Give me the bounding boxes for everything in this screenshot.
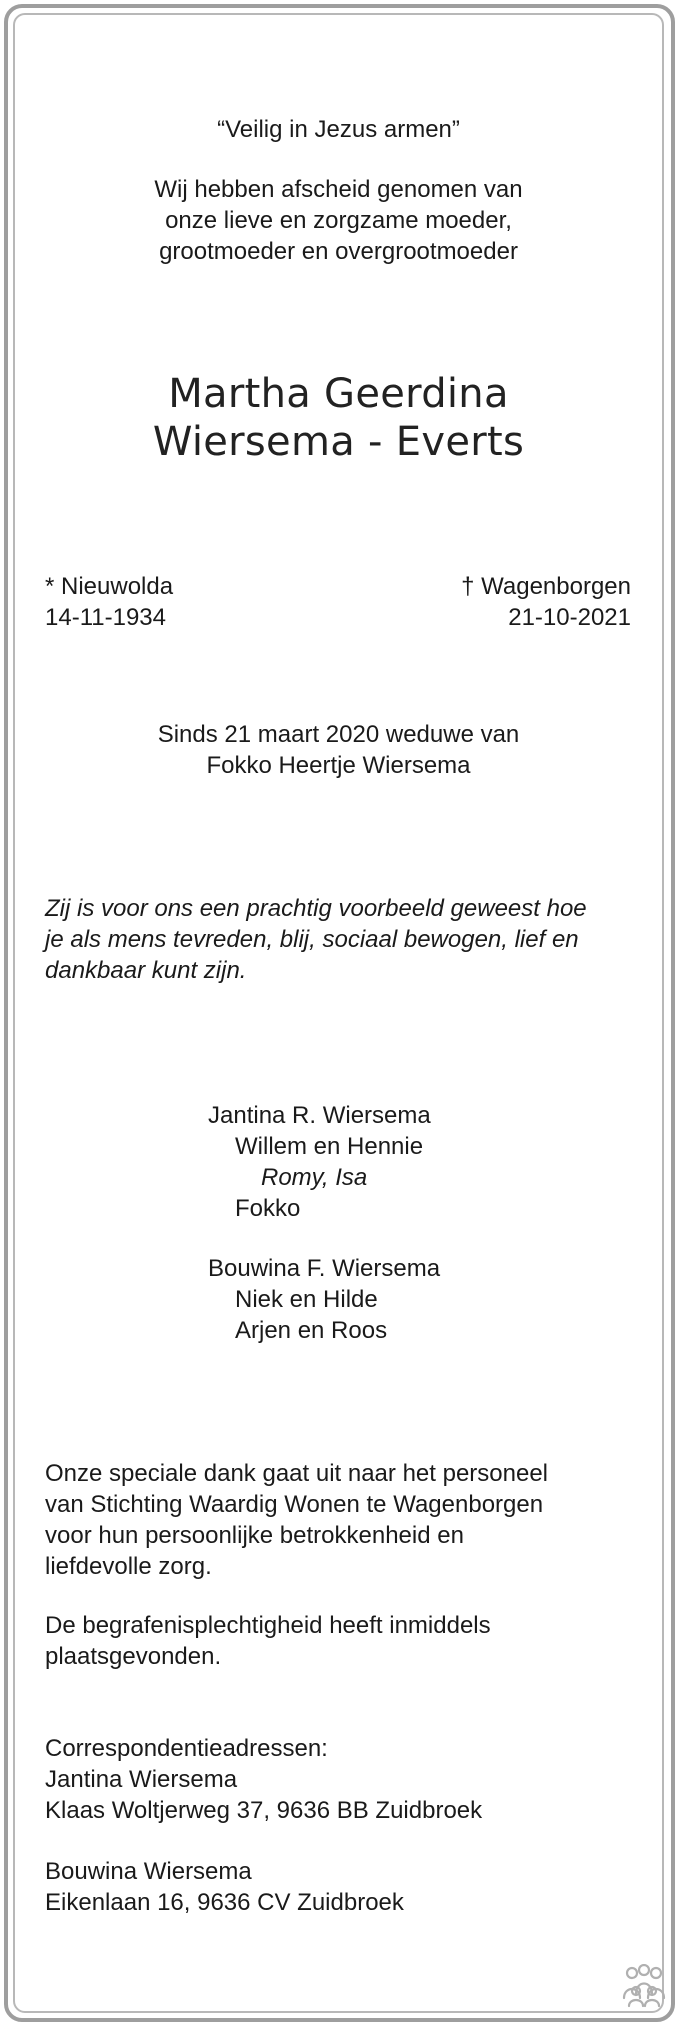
family-child: Niek en Hilde bbox=[235, 1286, 378, 1313]
family-grandchildren: Romy, Isa bbox=[261, 1164, 368, 1191]
address-street: Klaas Woltjerweg 37, 9636 BB Zuidbroek bbox=[45, 1797, 483, 1824]
funeral-line: De begrafenisplechtigheid heeft inmiddels bbox=[45, 1612, 491, 1639]
opening-verse bbox=[0, 114, 677, 145]
intro-line: Wij hebben afscheid genomen van bbox=[154, 176, 523, 203]
family-child: Fokko bbox=[235, 1195, 301, 1222]
correspondence-heading: Correspondentieadressen: bbox=[45, 1735, 328, 1762]
tribute-line: Zij is voor ons een prachtig voorbeeld geweest hoe bbox=[45, 895, 587, 922]
widow-line: Fokko Heertje Wiersema bbox=[206, 752, 471, 779]
thanks-line: voor hun persoonlijke betrokkenheid en bbox=[45, 1522, 464, 1549]
funeral-line: plaatsgevonden. bbox=[45, 1643, 222, 1670]
address-name: Jantina Wiersema bbox=[45, 1766, 238, 1793]
birth-date: 14-11-1934 bbox=[45, 604, 166, 631]
thanks-line: Onze speciale dank gaat uit naar het personeel bbox=[45, 1460, 549, 1487]
family-head: Bouwina F. Wiersema bbox=[208, 1255, 441, 1282]
tribute-line: je als mens tevreden, blij, sociaal bewogen, lief en bbox=[45, 926, 579, 953]
correspondence-block bbox=[45, 1733, 482, 1826]
thanks-line: van Stichting Waardig Wonen te Wagenborgen bbox=[45, 1491, 544, 1518]
family-child: Arjen en Roos bbox=[235, 1317, 388, 1344]
widow-line: Sinds 21 maart 2020 weduwe van bbox=[157, 721, 520, 748]
family-head: Jantina R. Wiersema bbox=[208, 1102, 431, 1129]
correspondence-address-2 bbox=[45, 1856, 404, 1918]
verse-text: “Veilig in Jezus armen” bbox=[217, 116, 460, 143]
death-info bbox=[400, 571, 631, 633]
birth-info bbox=[45, 571, 173, 633]
birth-place: * Nieuwolda bbox=[45, 573, 174, 600]
death-date: 21-10-2021 bbox=[508, 604, 631, 631]
name-first: Martha Geerdina bbox=[168, 371, 509, 417]
address-street: Eikenlaan 16, 9636 CV Zuidbroek bbox=[45, 1889, 404, 1916]
tribute-line: dankbaar kunt zijn. bbox=[45, 957, 247, 984]
address-name: Bouwina Wiersema bbox=[45, 1858, 252, 1885]
intro-line: grootmoeder en overgrootmoeder bbox=[159, 238, 518, 265]
deceased-name bbox=[0, 370, 677, 466]
tribute-text bbox=[45, 893, 587, 986]
family-child: Willem en Hennie bbox=[235, 1133, 424, 1160]
thanks-line: liefdevolle zorg. bbox=[45, 1553, 212, 1580]
inner-border bbox=[13, 13, 664, 2013]
intro-text bbox=[0, 174, 677, 267]
name-last: Wiersema - Everts bbox=[152, 419, 525, 465]
funeral-text bbox=[45, 1610, 491, 1672]
family-people-icon bbox=[620, 1964, 668, 2008]
family-group-2 bbox=[208, 1253, 440, 1346]
death-place: † Wagenborgen bbox=[461, 573, 631, 600]
widow-text bbox=[0, 719, 677, 781]
thanks-text bbox=[45, 1458, 548, 1582]
intro-line: onze lieve en zorgzame moeder, bbox=[165, 207, 512, 234]
family-group-1 bbox=[208, 1100, 431, 1224]
